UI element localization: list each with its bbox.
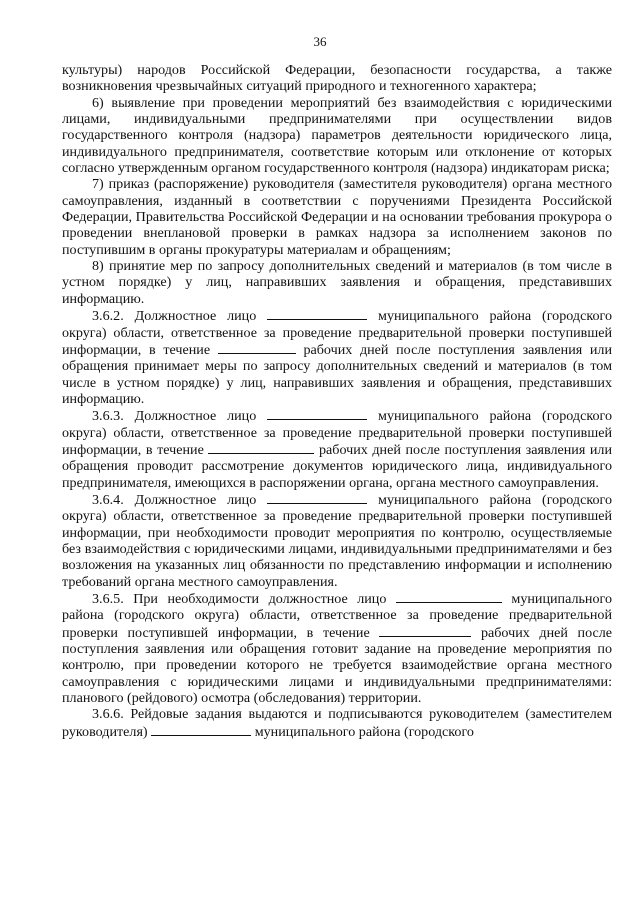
paragraph-3-6-6 [62, 706, 612, 740]
blank-line [379, 624, 471, 637]
paragraph-item-6: 6) выявление при проведении мероприятий без взаимодействия с юридическими лицами, индивидуальными предпринимателями при осуществлении видов государственного контроля (надзора) параметров деятельности юридического лица, индивидуального предпринимателя, соответствие которым или отклонение от которых согласно утвержденным органом государственного контроля (надзора) индикаторам риска; [62, 94, 612, 177]
paragraph-text: рабочих дней после поступления заявления или обращения принимает меры по запросу дополнительных сведений и материалов (в том числе в устном порядке) у лиц, направивших заявления и обращения, представивших информацию. [62, 341, 613, 407]
paragraph-3-6-5 [62, 590, 612, 706]
paragraph-text: рабочих дней после поступления заявления или обращения проводит рассмотрение документов юридического лица, индивидуального предпринимателя, имеющихся в распоряжении органа, органа местного самоуправления. [62, 441, 612, 491]
paragraph-text: 3.6.6. Рейдовые задания выдаются и подписываются руководителем (заместителем руководителя) [62, 706, 612, 740]
paragraph-text: муниципального района (городского округа) области, ответственное за проведение предварительной проверки поступившей информации, в течение [62, 408, 612, 458]
paragraph-item-7: 7) приказ (распоряжение) руководителя (заместителя руководителя) органа местного самоуправления, изданный в соответствии с поручениями Президента Российской Федерации, Правительства Российской Федерации и на основании требования прокурора о проведении внеплановой проверки в рамках надзора за исполнением законов по поступившим в органы прокуратуры материалам и обращениям; [62, 176, 612, 258]
paragraph-continuation: культуры) народов Российской Федерации, безопасности государства, а также возникновения чрезвычайных ситуаций природного и техногенного характера; [62, 62, 612, 95]
paragraph-text: 3.6.2. Должностное лицо [92, 308, 257, 325]
blank-line [267, 491, 367, 504]
paragraph-item-8: 8) принятие мер по запросу дополнительных сведений и материалов (в том числе в устном порядке) у лиц, направивших заявления и обращения, представивших информацию. [62, 258, 612, 307]
blank-line [396, 590, 502, 603]
paragraph-3-6-3 [62, 407, 612, 491]
blank-line [267, 307, 367, 320]
paragraph-3-6-4 [62, 491, 612, 590]
paragraph-text: муниципального района (городского округа) области, ответственное за проведение предварительной проверки поступившей информации, в течение [62, 591, 612, 641]
paragraph-text: 3.6.4. Должностное лицо [92, 491, 257, 508]
blank-line [151, 723, 251, 736]
paragraph-text: 3.6.5. При необходимости должностное лицо [92, 591, 387, 607]
paragraph-text: муниципального района (городского [254, 723, 474, 740]
paragraph-3-6-2 [62, 307, 612, 407]
page-number: 36 [313, 34, 327, 49]
blank-line [267, 407, 367, 420]
document-body [62, 62, 612, 740]
paragraph-text: рабочих дней после поступления заявления или обращения готовит задание на проведение мероприятия по контролю, при проведении которого не требуется взаимодействие органа местного самоуправления с юридическими лицами и индивидуальными предпринимателями: планового (рейдового) осмотра (обследования) территории. [62, 624, 613, 707]
paragraph-text: муниципального района (городского округа) области, ответственное за проведение предварительной проверки поступившей информации, в течение [62, 308, 612, 358]
paragraph-text: 3.6.3. Должностное лицо [92, 408, 257, 425]
blank-line [218, 341, 296, 354]
blank-line [208, 441, 314, 454]
paragraph-text: муниципального района (городского округа) области, ответственное за проведение предварительной проверки поступившей информации, при необходимости проводит мероприятия по контролю, осуществляемые без взаимодействия с юридическими лицами, индивидуальными предпринимателями и без возложения на указанных лиц обязанности по представлению информации и исполнению требований органа местного самоуправления. [62, 491, 612, 590]
